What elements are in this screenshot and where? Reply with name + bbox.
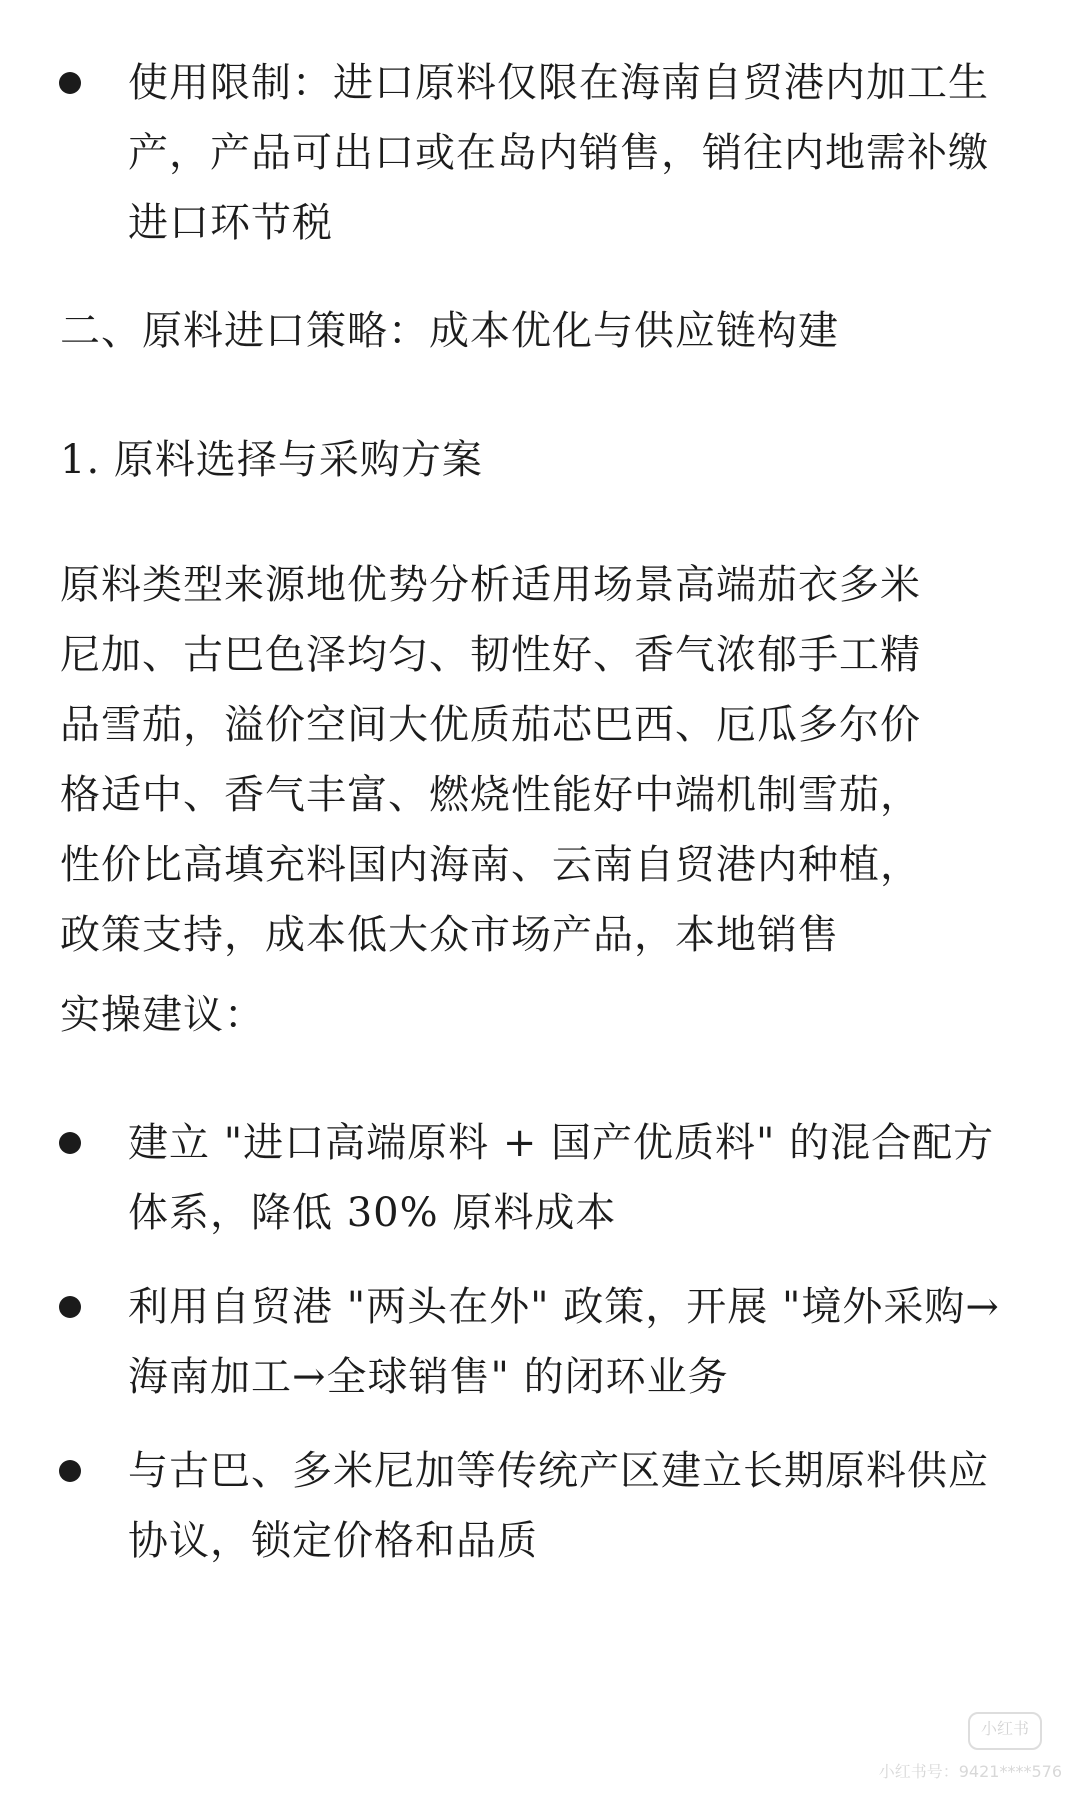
bullet-dot: [59, 1460, 81, 1482]
watermark-id: 小红书号：9421****576: [878, 1762, 1062, 1781]
practical-advice-label: 实操建议：: [60, 992, 265, 1038]
subheading: 1. 原料选择与采购方案: [60, 437, 483, 483]
list-item-text: 建立 "进口高端原料 + 国产优质料" 的混合配方体系，降低 30% 原料成本: [128, 1120, 995, 1236]
raw-material-table-text: 原料类型来源地优势分析适用场景高端茄衣多米尼加、古巴色泽均匀、韧性好、香气浓郁手工精品雪茄，溢价空间大优质茄芯巴西、厄瓜多尔价格适中、香气丰富、燃烧性能好中端机制雪茄，性价比高填充料国内海南、云南自贸港内种植，政策支持，成本低大众市场产品，本地销售: [60, 562, 921, 958]
list-item-text: 使用限制：进口原料仅限在海南自贸港内加工生产，产品可出口或在岛内销售，销往内地需补缴进口环节税: [128, 60, 989, 246]
section-heading: 二、原料进口策略：成本优化与供应链构建: [60, 308, 839, 354]
list-item-text: 利用自贸港 "两头在外" 政策，开展 "境外采购→海南加工→全球销售" 的闭环业务: [128, 1284, 1000, 1400]
list-item-text: 与古巴、多米尼加等传统产区建立长期原料供应协议，锁定价格和品质: [128, 1448, 989, 1564]
bullet-dot: [59, 1296, 81, 1318]
bullet-dot: [59, 1132, 81, 1154]
watermark: [802, 1712, 1062, 1782]
bullet-dot: [59, 72, 81, 94]
watermark-logo: 小红书: [968, 1712, 1042, 1750]
